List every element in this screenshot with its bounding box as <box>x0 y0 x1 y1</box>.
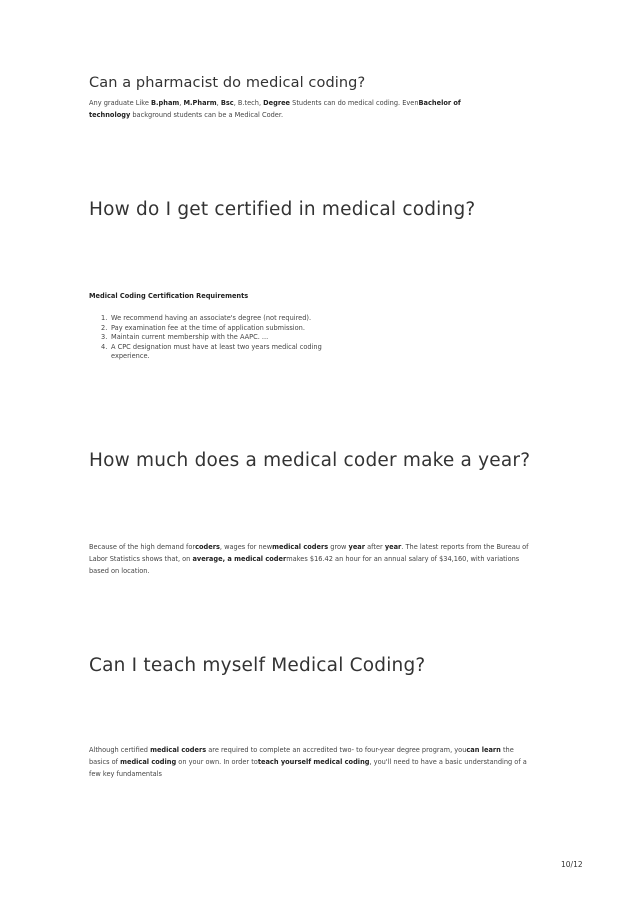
list-subheading: Medical Coding Certification Requirements <box>89 292 249 300</box>
text-run: Any graduate Like <box>89 99 152 107</box>
section-paragraph <box>89 97 549 121</box>
text-run: after <box>365 543 385 551</box>
list-item <box>89 314 389 324</box>
salary-paragraph-block <box>89 541 559 577</box>
text-run: Students can do medical coding. Even <box>290 99 419 107</box>
text-run: , wages for new <box>219 543 273 551</box>
text-run: the <box>500 746 514 754</box>
section-paragraph <box>89 744 559 780</box>
page-number: 10/12 <box>561 860 583 869</box>
bold-text: teach yourself medical coding <box>257 758 370 766</box>
bold-text: coders <box>195 543 220 551</box>
text-run: background students can be a Medical Coder. <box>130 111 284 119</box>
list-number: 2. <box>101 323 108 332</box>
bold-text: B.pham <box>151 99 180 107</box>
bold-text: year <box>348 543 366 551</box>
list-item-text: experience. <box>111 352 150 361</box>
text-run: few key fundamentals <box>89 770 162 778</box>
text-run: , you'll need to have a basic understanding of a <box>369 758 527 766</box>
self-teach-paragraph-block <box>89 744 559 780</box>
section-heading: How do I get certified in medical coding? <box>89 199 476 220</box>
section-heading: Can I teach myself Medical Coding? <box>89 655 426 676</box>
text-run: makes $16.42 an hour for an annual salary of $34,160, with variations <box>286 555 520 563</box>
bold-text: average, a medical coder <box>192 555 287 563</box>
text-run: Because of the high demand for <box>89 543 196 551</box>
bold-text: technology <box>89 111 131 119</box>
text-run: are required to complete an accredited two- to four-year degree program, you <box>206 746 467 754</box>
text-run: based on location. <box>89 567 150 575</box>
list-number: 1. <box>101 314 108 322</box>
section-self-teach <box>89 655 569 676</box>
bold-text: M.Pharm <box>183 99 217 107</box>
text-run: . The latest reports from the Bureau of <box>401 543 529 551</box>
list-item <box>89 324 389 334</box>
section-heading: How much does a medical coder make a year? <box>89 450 531 471</box>
bold-text: year <box>384 543 402 551</box>
text-run: grow <box>328 543 349 551</box>
list-item-text: We recommend having an associate's degree (not required). <box>111 314 312 322</box>
text-run: Labor Statistics shows that, on <box>89 555 193 563</box>
bold-text: can learn <box>466 746 501 754</box>
list-number: 3. <box>101 333 108 342</box>
section-certification <box>89 199 569 220</box>
bold-text: Bachelor of <box>418 99 461 107</box>
text-run: on your own. In order to <box>176 758 258 766</box>
text-run: , <box>216 99 221 107</box>
requirements-list <box>89 314 389 362</box>
list-item-text: A CPC designation must have at least two years medical coding <box>111 342 322 351</box>
list-item-text: Maintain current membership with the AAPC. ... <box>111 333 269 342</box>
text-run: basics of <box>89 758 121 766</box>
section-paragraph <box>89 541 559 577</box>
text-run: Although certified <box>89 746 151 754</box>
section-salary <box>89 450 569 471</box>
text-run: , B.tech, <box>233 99 264 107</box>
certification-requirements <box>89 292 389 362</box>
list-item-text: Pay examination fee at the time of application submission. <box>111 323 305 332</box>
text-run: , <box>179 99 184 107</box>
bold-text: medical coding <box>120 758 177 766</box>
list-number: 4. <box>101 342 108 351</box>
bold-text: medical coders <box>272 543 329 551</box>
section-heading: Can a pharmacist do medical coding? <box>89 75 366 91</box>
list-item <box>89 343 389 362</box>
bold-text: medical coders <box>150 746 207 754</box>
section-pharmacist <box>89 75 549 121</box>
bold-text: Bsc <box>220 99 234 107</box>
bold-text: Degree <box>263 99 291 107</box>
list-item <box>89 333 389 343</box>
